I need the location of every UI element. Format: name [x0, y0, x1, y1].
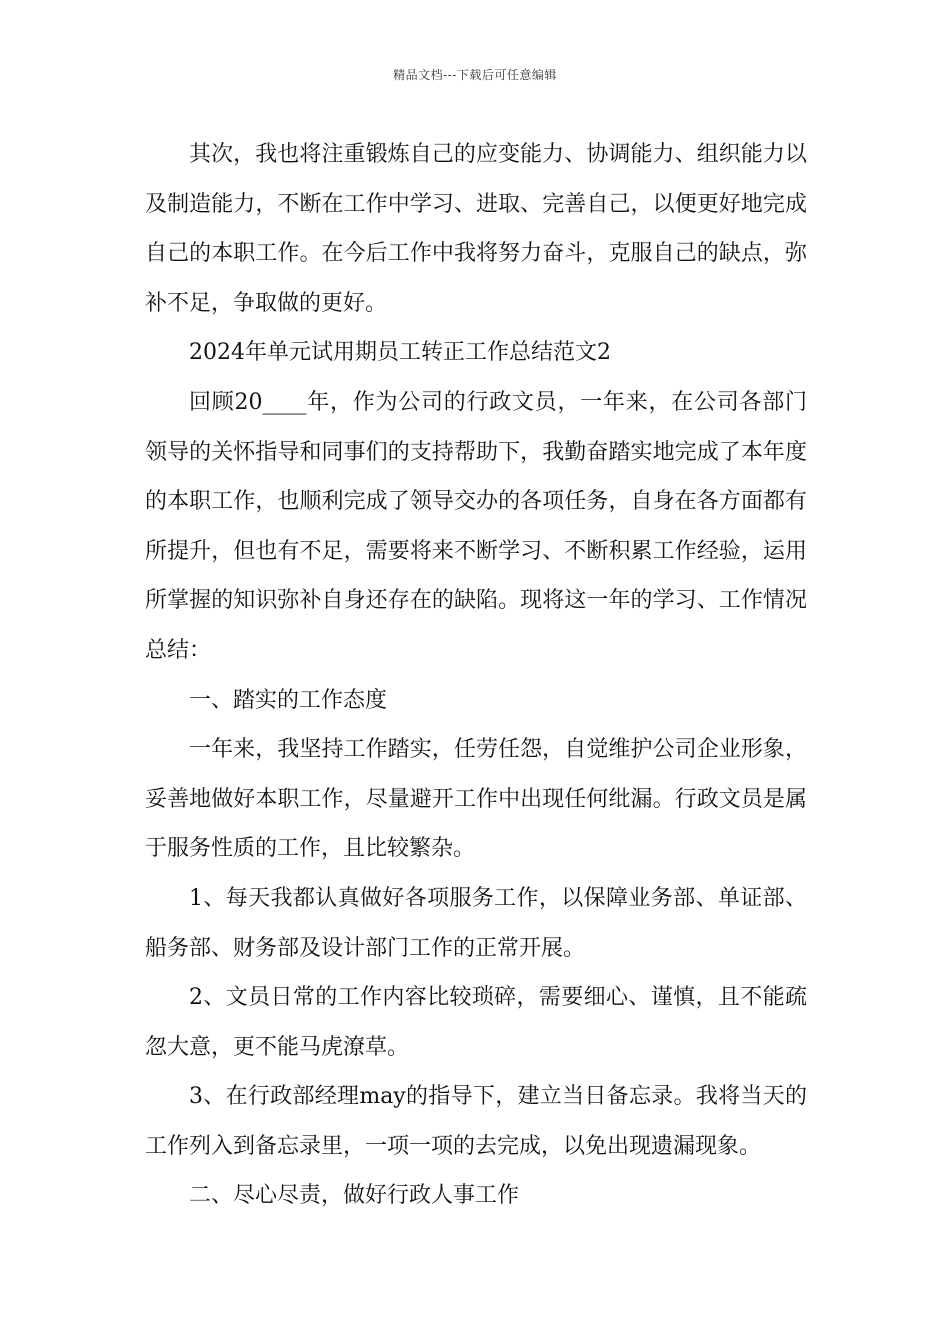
document-title: 2024年单元试用期员工转正工作总结范文2: [189, 340, 611, 366]
paragraph-work-attitude: 一年来，我坚持工作踏实，任劳任怨，自觉维护公司企业形象，妥善地做好本职工作，尽量避开工作中出现任何纰漏。行政文员是属于服务性质的工作，且比较繁杂。: [145, 737, 807, 862]
paragraph-improvement-plan: 其次，我也将注重锻炼自己的应变能力、协调能力、组织能力以及制造能力，不断在工作中学习、进取、完善自己，以便更好地完成自己的本职工作。在今后工作中我将努力奋斗，克服自己的缺点，弥补不足，争取做的更好。: [145, 142, 807, 316]
list-item-3: 3、在行政部经理may的指导下，建立当日备忘录。我将当天的工作列入到备忘录里，一项一项的去完成，以免出现遗漏现象。: [145, 1084, 807, 1159]
section-heading-admin-work: 二、尽心尽责，做好行政人事工作: [189, 1183, 520, 1209]
document-body: [145, 130, 807, 1221]
section-heading-work-attitude: 一、踏实的工作态度: [189, 687, 388, 713]
list-item-2: 2、文员日常的工作内容比较琐碎，需要细心、谨慎，且不能疏忽大意，更不能马虎潦草。: [145, 985, 807, 1060]
page-header: 精品文档---下载后可任意编辑: [393, 68, 557, 82]
paragraph-review: 回顾20____年，作为公司的行政文员，一年来，在公司各部门领导的关怀指导和同事们的支持帮助下，我勤奋踏实地完成了本年度的本职工作，也顺利完成了领导交办的各项任务，自身在各方面都有所提升，但也有不足，需要将来不断学习、不断积累工作经验，运用所掌握的知识弥补自身还存在的缺陷。现将这一年的学习、工作情况总结：: [145, 389, 807, 663]
list-item-1: 1、每天我都认真做好各项服务工作，以保障业务部、单证部、船务部、财务部及设计部门工作的正常开展。: [145, 885, 807, 961]
